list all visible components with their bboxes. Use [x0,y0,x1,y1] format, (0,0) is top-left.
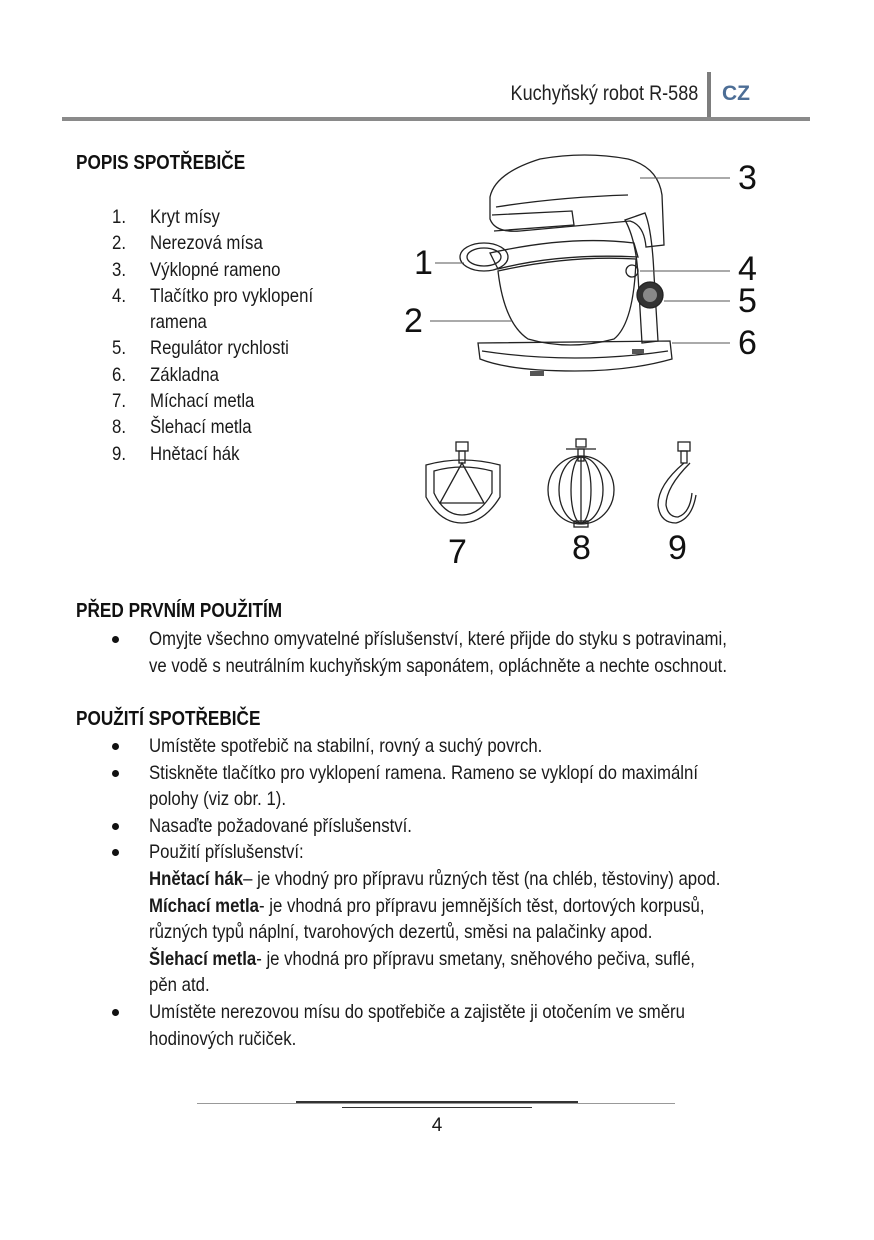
accessory-beater-desc: Míchací metla- je vhodná pro přípravu jemnějších těst, dortových korpusů, [149,894,705,917]
usage-list: Umístěte spotřebič na stabilní, rovný a suchý povrch. Stiskněte tlačítko pro vyklopení ramena. Rameno se vyklopí do maximální polohy (viz obr. 1). Nasaďte požadované příslušenství. Použití příslušenství: Hnětací hák– je vhodný pro přípravu různých těst (na chléb, těstoviny) apod. Míchací metla- je vhodná pro přípravu jemnějších těst, dortových korpusů, různých typů náplní, tvarohových dezertů, směsi na palačinky apod. Šlehací metla- je vhodná pro přípravu smetany, sněhového pečiva, suflé, pěn atd. Umístěte nerezovou mísu do spotřebiče a zajistěte ji otočením ve směru hodinových ručiček. [112,733,822,1052]
footer-rule [197,1103,675,1104]
callout-5: 5 [738,282,757,320]
footer-rule-bold [296,1101,578,1103]
callout-2: 2 [404,302,423,340]
section-heading-description: POPIS SPOTŘEBIČE [76,152,246,174]
mixer-diagram [400,145,780,570]
list-item: Použití příslušenství: [149,841,304,864]
document-title: Kuchyňský robot R-588 [510,82,698,105]
whisk-shape [548,439,614,527]
list-item: 1. Kryt mísy [112,206,220,228]
flat-beater-shape [426,442,500,523]
footer-rule-short [342,1107,532,1108]
page-number: 4 [431,1115,443,1136]
callout-1: 1 [414,244,433,282]
list-item: ramena [150,311,207,334]
accessory-label-8: 8 [572,529,591,567]
mixer-body-shape [625,213,658,343]
list-item: Omyjte všechno omyvatelné příslušenství, které přijde do styku s potravinami, [149,628,727,650]
bowl-shape [498,258,636,345]
list-item: 5. Regulátor rychlosti [112,337,289,360]
mixer-head-shape [490,155,664,247]
list-item: 8. Šlehací metla [112,416,252,439]
list-item: 7. Míchací metla [112,390,255,413]
callout-3: 3 [738,159,757,197]
language-code: CZ [722,82,750,105]
accessory-whisk-desc: Šlehací metla- je vhodná pro přípravu smetany, sněhového pečiva, suflé, [149,947,695,970]
list-item: Nasaďte požadované příslušenství. [149,814,412,837]
list-item: 2. Nerezová mísa [112,232,263,255]
accessory-label-9: 9 [668,529,687,567]
section-heading-before-first-use: PŘED PRVNÍM POUŽITÍM [76,600,283,622]
tilt-button-shape [626,265,638,277]
before-use-list: Omyjte všechno omyvatelné příslušenství, které přijde do styku s potravinami, ve vodě s neutrálním kuchyňským saponátem, opláchněte a nechte oschnout. [112,626,822,679]
accessory-hook-desc: Hnětací hák– je vhodný pro přípravu různých těst (na chléb, těstoviny) apod. [149,867,721,890]
list-item: 9. Hnětací hák [112,442,240,465]
list-item: Umístěte nerezovou mísu do spotřebiče a zajistěte ji otočením ve směru [149,1000,685,1023]
list-item: 4. Tlačítko pro vyklopení [112,284,314,307]
header-rule [62,117,810,121]
bowl-cover-shape [490,241,638,269]
list-item: 3. Výklopné rameno [112,258,281,281]
list-item: Stiskněte tlačítko pro vyklopení ramena. Rameno se vyklopí do maximální [149,761,699,784]
dough-hook-shape [658,442,696,523]
header-separator [707,72,711,120]
parts-list [112,204,392,467]
list-item: 6. Základna [112,363,219,386]
list-item: Umístěte spotřebič na stabilní, rovný a suchý povrch. [149,735,543,757]
callout-4: 4 [738,250,757,288]
section-heading-usage: POUŽITÍ SPOTŘEBIČE [76,708,261,730]
callout-6: 6 [738,324,757,362]
accessory-label-7: 7 [448,533,467,570]
